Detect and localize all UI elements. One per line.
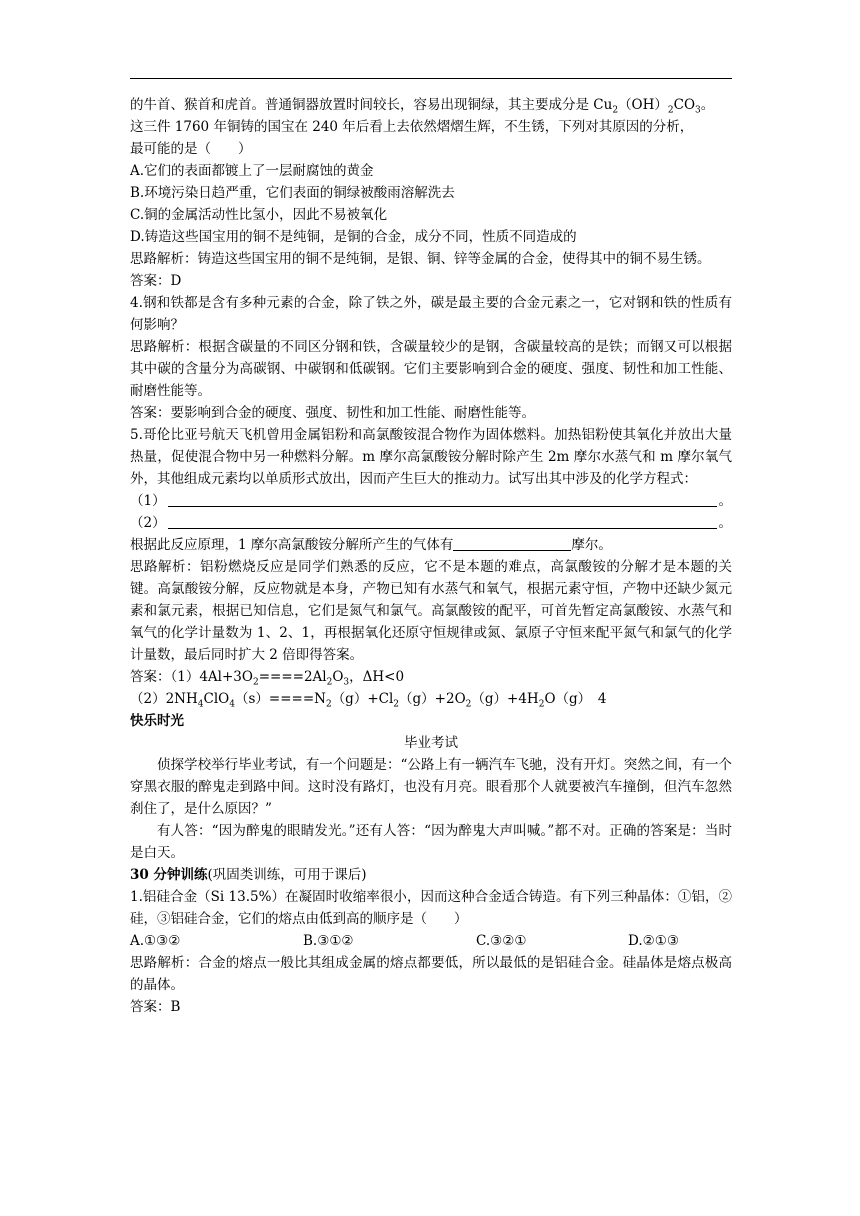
- q5-blank-1: （1） 。: [130, 490, 732, 512]
- training-answer: 答案：B: [130, 999, 181, 1015]
- q5-answer-1: 答案：$(1)4Al+3O_2====2Al_2O_3$，ΔH<0: [130, 669, 405, 688]
- q5-answer-2: $(2)2NH_4ClO_4(s)====N_2(g)+Cl_2(g)+2O_2(g)+4H_2O(g)$ 4: [130, 691, 607, 710]
- training-option-a: A.①③②: [130, 933, 181, 949]
- q5-gas-blank: [453, 536, 571, 551]
- happy-time-heading: 快乐时光: [130, 713, 184, 729]
- q3-option-c: C.铜的金属活动性比氢小，因此不易被氧化: [130, 207, 388, 223]
- document-body: [130, 94, 732, 1018]
- q3-option-a: A.它们的表面都镀上了一层耐腐蚀的黄金: [130, 163, 374, 179]
- story-paragraph-2: 有人答：“因为醉鬼的眼睛发光。”还有人答：“因为醉鬼大声叫喊。”都不对。正确的答案是：当时是白天。: [130, 823, 732, 861]
- q3-stem-line3: 最可能的是（ ）: [130, 141, 252, 157]
- q3-answer: 答案：D: [130, 273, 182, 289]
- story-title: 毕业考试: [404, 735, 458, 751]
- training-q1: 1.铝硅合金（Si 13.5%）在凝固时收缩率很小，因而这种合金适合铸造。有下列三种晶体：①铝，②硅，③铝硅合金，它们的熔点由低到高的顺序是（ ）: [130, 889, 732, 927]
- q4-answer: 答案：要影响到合金的硬度、强度、韧性和加工性能、耐磨性能等。: [130, 405, 535, 421]
- story-paragraph-1: 侦探学校举行毕业考试，有一个问题是：“公路上有一辆汽车飞驰，没有开灯。突然之间，有一个穿黑衣服的醉鬼走到路中间。这时没有路灯，也没有月亮。眼看那个人就要被汽车撞倒，但汽车忽然刹住了，是什么原因？”: [130, 757, 732, 817]
- q3-option-b: B.环境污染日趋严重，它们表面的铜绿被酸雨溶解洗去: [130, 185, 455, 201]
- q4-analysis: 思路解析：根据含碳量的不同区分钢和铁，含碳量较少的是钢，含碳量较高的是铁；而钢又可以根据其中碳的含量分为高碳钢、中碳钢和低碳钢。它们主要影响到合金的硬度、强度、韧性和加工性能、耐磨性能等。: [130, 339, 732, 399]
- q5-question: 5.哥伦比亚号航天飞机曾用金属铝粉和高氯酸铵混合物作为固体燃料。加热铝粉使其氧化并放出大量热量，促使混合物中另一种燃料分解。m 摩尔高氯酸铵分解时除产生 2m 摩尔水蒸气和 m 摩尔氧气外，其他组成元素均以单质形式放出，因而产生巨大的推动力。试写出其中涉及的化学方程式：: [130, 427, 732, 487]
- q3-analysis: 思路解析：铸造这些国宝用的铜不是纯铜，是银、铜、锌等金属的合金，使得其中的铜不易生锈。: [130, 251, 711, 267]
- training-option-c: C.③②①: [476, 933, 527, 949]
- q5-gas-question: 根据此反应原理，1 摩尔高氯酸铵分解所产生的气体有 摩尔。: [130, 537, 612, 553]
- training-option-b: B.③①②: [303, 933, 354, 949]
- training-heading: 30 分钟训练(巩固类训练，可用于课后): [130, 867, 367, 883]
- q4-question: 4.钢和铁都是含有多种元素的合金，除了铁之外，碳是最主要的合金元素之一，它对钢和铁的性质有何影响？: [130, 295, 732, 333]
- training-option-d: D.②①③: [628, 933, 679, 949]
- q3-option-d: D.铸造这些国宝用的铜不是纯铜，是铜的合金，成分不同，性质不同造成的: [130, 229, 577, 245]
- training-analysis: 思路解析：合金的熔点一般比其组成金属的熔点都要低，所以最低的是铝硅合金。硅晶体是熔点极高的晶体。: [130, 955, 732, 993]
- q5-blank-2: （2） 。: [130, 512, 732, 534]
- header-rule: [130, 78, 732, 79]
- q3-stem-line2: 这三件 1760 年铜铸的国宝在 240 年后看上去依然熠熠生辉，不生锈，下列对其原因的分析，: [130, 119, 694, 135]
- q3-stem-line1: 的牛首、猴首和虎首。普通铜器放置时间较长，容易出现铜绿，其主要成分是 $Cu_2(OH)_2CO_3$。: [130, 97, 715, 116]
- training-q1-options: [130, 930, 732, 952]
- q5-analysis: 思路解析：铝粉燃烧反应是同学们熟悉的反应，它不是本题的难点，高氯酸铵的分解才是本题的关键。高氯酸铵分解，反应物就是本身，产物已知有水蒸气和氧气，根据元素守恒，产物中还缺少氮元素和氯元素，根据已知信息，它们是氮气和氯气。高氯酸铵的配平，可首先暂定高氯酸铵、水蒸气和氧气的化学计量数为 1、2、1，再根据氧化还原守恒规律或氮、氯原子守恒来配平氮气和氯气的化学计量数，最后同时扩大 2 倍即得答案。: [130, 559, 732, 663]
